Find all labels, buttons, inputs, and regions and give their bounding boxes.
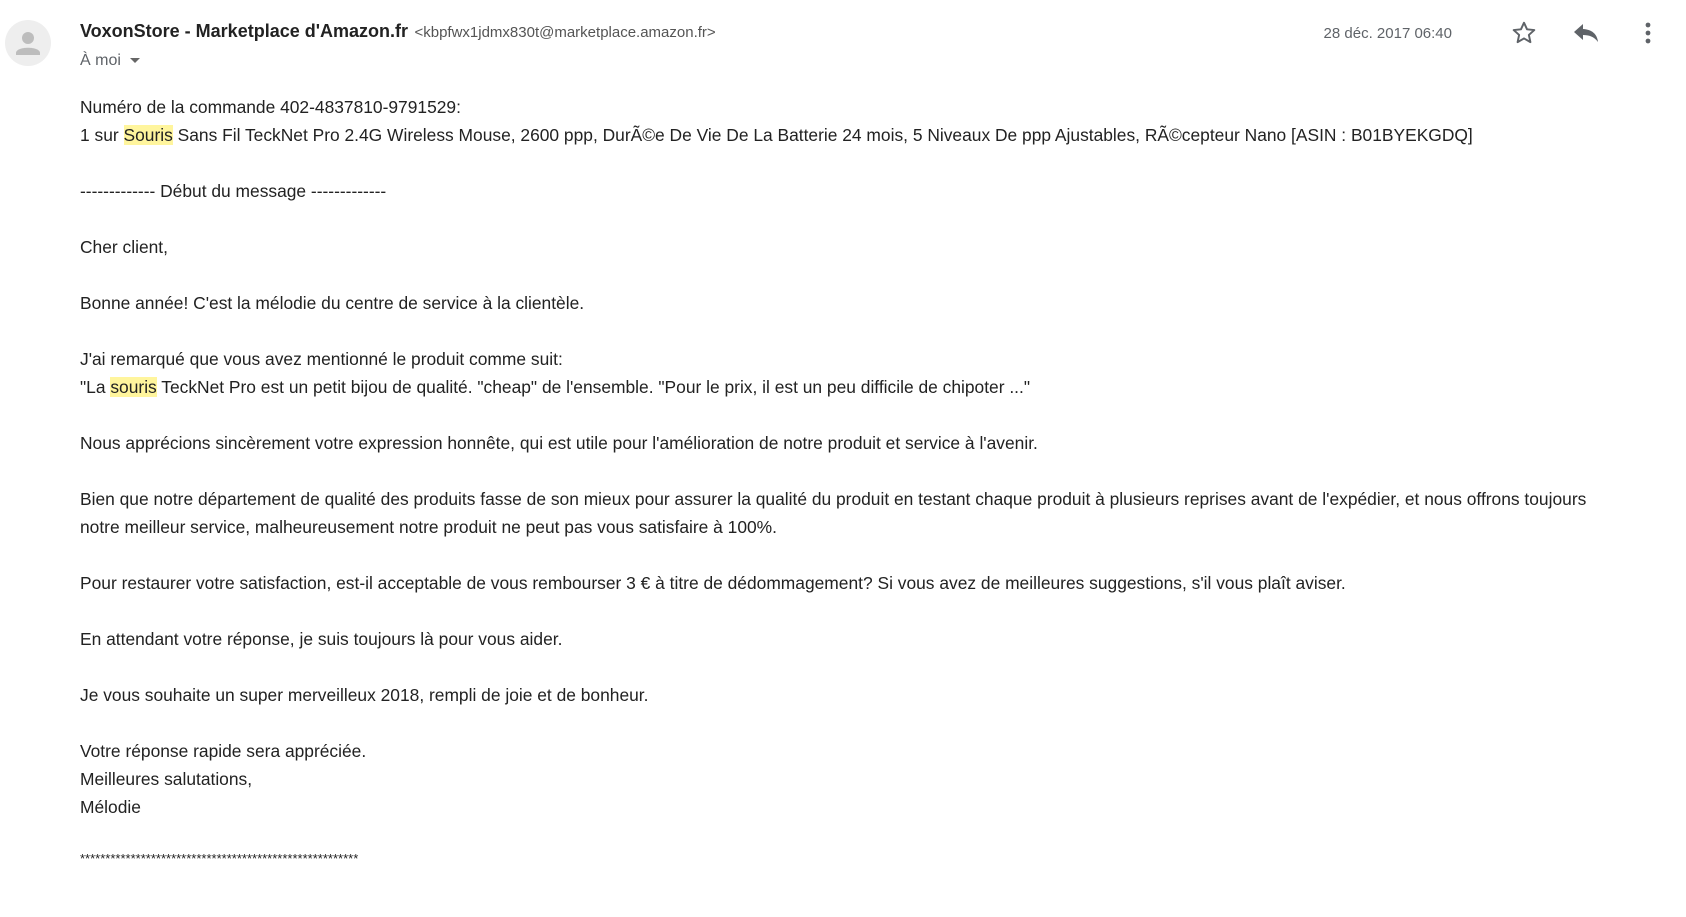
sender-email: <kbpfwx1jdmx830t@marketplace.amazon.fr> bbox=[414, 24, 716, 41]
recipient-details-toggle[interactable] bbox=[80, 52, 141, 70]
closing-block bbox=[80, 737, 1620, 821]
paragraph-refund-offer: Pour restaurer votre satisfaction, est-il acceptable de vous rembourser 3 € à titre de dédommagement? Si vous avez de meilleures suggestions, s'il vous plaît aviser. bbox=[80, 573, 1346, 593]
paragraph-quality: Bien que notre département de qualité des produits fasse de son mieux pour assurer la qualité du produit en testant chaque produit à plusieurs reprises avant de l'expédier, et nous offrons toujours notre meilleur service, malheureusement notre produit ne peut pas vous satisfaire à 100%. bbox=[80, 489, 1587, 537]
message-start-marker: ------------- Début du message ------------- bbox=[80, 181, 387, 201]
product-prefix: 1 sur bbox=[80, 125, 124, 145]
closing-line: Votre réponse rapide sera appréciée. bbox=[80, 741, 367, 761]
person-avatar-icon bbox=[5, 20, 51, 66]
order-number: Numéro de la commande 402-4837810-9791529: bbox=[80, 97, 461, 117]
paragraph-new-year: Bonne année! C'est la mélodie du centre de service à la clientèle. bbox=[80, 293, 585, 313]
reply-icon[interactable] bbox=[1568, 18, 1604, 48]
sender-name[interactable]: VoxonStore - Marketplace d'Amazon.fr bbox=[80, 21, 409, 41]
review-quote bbox=[80, 377, 1030, 397]
message-date: 28 déc. 2017 06:40 bbox=[1323, 24, 1452, 42]
paragraph-remark: J'ai remarqué que vous avez mentionné le produit comme suit: bbox=[80, 349, 563, 369]
quote-rest: TeckNet Pro est un petit bijou de qualité. "cheap" de l'ensemble. "Pour le prix, il est un peu difficile de chipoter ..." bbox=[156, 377, 1030, 397]
product-description: Sans Fil TeckNet Pro 2.4G Wireless Mouse, 2600 ppp, DurÃ©e De Vie De La Batterie 24 mois, 5 Niveaux De ppp Ajustables, RÃ©cepteur Nano [ASIN : B01BYEKGDQ] bbox=[172, 125, 1473, 145]
closing-salutation: Meilleures salutations, bbox=[80, 769, 253, 789]
order-block bbox=[80, 93, 1620, 149]
highlighted-term: Souris bbox=[123, 125, 173, 145]
quote-prefix: "La bbox=[80, 377, 111, 397]
product-line bbox=[80, 125, 1473, 145]
sender-avatar bbox=[5, 20, 51, 66]
review-quote-block bbox=[80, 345, 1620, 401]
paragraph-waiting: En attendant votre réponse, je suis toujours là pour vous aider. bbox=[80, 629, 563, 649]
message-header bbox=[80, 18, 1666, 78]
greeting: Cher client, bbox=[80, 237, 168, 257]
signature: Mélodie bbox=[80, 797, 141, 817]
sender-line bbox=[80, 21, 716, 42]
message-body bbox=[80, 93, 1620, 873]
more-options-icon[interactable] bbox=[1630, 18, 1666, 48]
highlighted-term: souris bbox=[110, 377, 157, 397]
caret-down-icon[interactable] bbox=[129, 52, 141, 70]
footer-separator: ******************************************************* bbox=[80, 851, 359, 866]
recipient-label: À moi bbox=[80, 52, 121, 69]
paragraph-wishes: Je vous souhaite un super merveilleux 2018, rempli de joie et de bonheur. bbox=[80, 685, 649, 705]
paragraph-appreciation: Nous apprécions sincèrement votre expression honnête, qui est utile pour l'amélioration de notre produit et service à l'avenir. bbox=[80, 433, 1038, 453]
message-actions bbox=[1324, 18, 1666, 48]
star-icon[interactable] bbox=[1506, 18, 1542, 48]
